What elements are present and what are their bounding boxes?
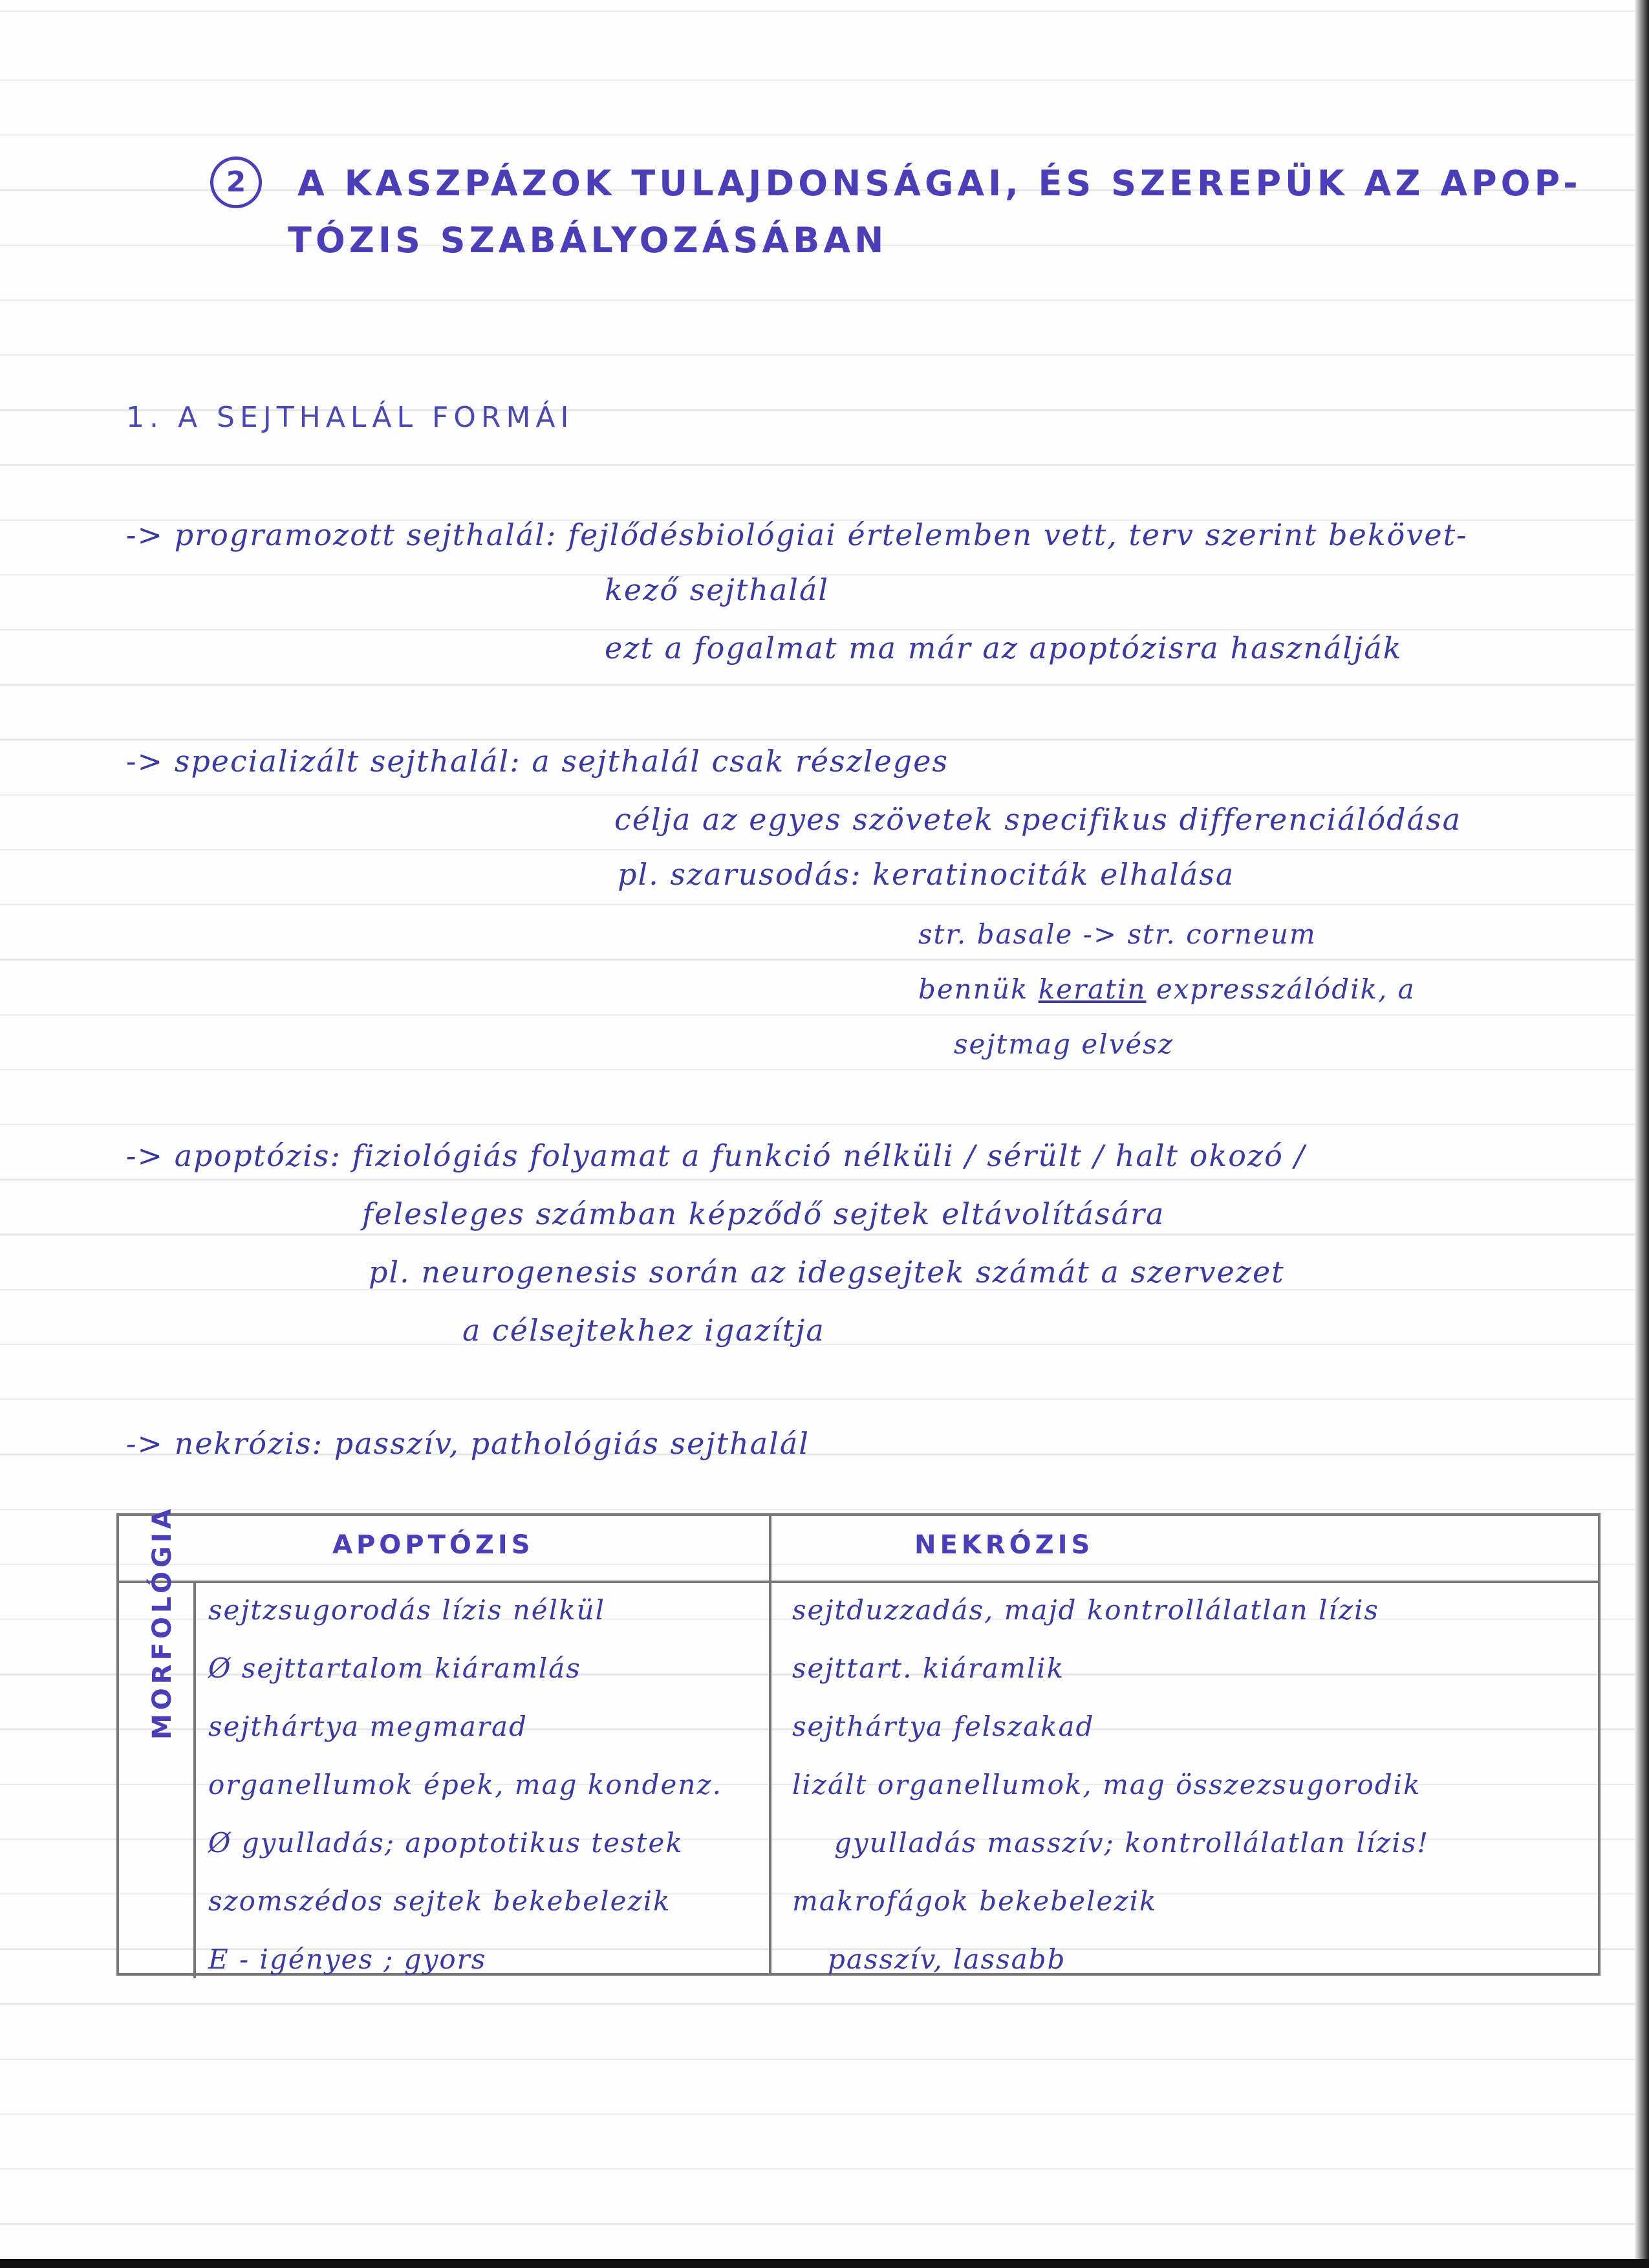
title-number-badge: 2 — [210, 157, 262, 208]
page-bottom-edge — [0, 2259, 1649, 2268]
section-heading: 1. A SEJTHALÁL FORMÁI — [126, 401, 574, 434]
specializalt-line-4: str. basale -> str. corneum — [918, 918, 1317, 950]
nekrozis-line-1: -> nekrózis: passzív, pathológiás sejthalál — [126, 1426, 810, 1461]
specializalt-line-2: célja az egyes szövetek specifikus differenciálódása — [614, 802, 1462, 837]
table-row-right: sejthártya felszakad — [792, 1711, 1095, 1742]
table-row-right: sejttart. kiáramlik — [792, 1652, 1065, 1684]
specializalt-line-5-part-a: bennük — [918, 973, 1039, 1005]
table-row-right: lizált organellumok, mag összezsugorodik — [792, 1769, 1421, 1800]
table-row-left: szomszédos sejtek bekebelezik — [208, 1885, 671, 1917]
apoptozis-line-2: felesleges számban képződő sejtek eltávolítására — [362, 1196, 1165, 1231]
table-row-left: sejtzsugorodás lízis nélkül — [208, 1594, 606, 1626]
table-row-right: sejtduzzadás, majd kontrollálatlan lízis — [792, 1594, 1379, 1626]
specializalt-line-3: pl. szarusodás: keratinociták elhalása — [618, 857, 1235, 892]
specializalt-line-6: sejtmag elvész — [954, 1028, 1174, 1060]
table-side-label: MORFOLÓGIA — [147, 1505, 177, 1740]
table-row-left: organellumok épek, mag kondenz. — [208, 1769, 722, 1800]
table-header-divider — [119, 1581, 1598, 1583]
apoptozis-line-3: pl. neurogenesis során az idegsejtek számát a szervezet — [369, 1255, 1285, 1290]
programozott-line-2: kező sejthalál — [605, 572, 830, 607]
programozott-line-3: ezt a fogalmat ma már az apoptózisra használják — [605, 631, 1403, 665]
apoptozis-line-4: a célsejtekhez igazítja — [462, 1313, 825, 1348]
page-edge-shadow — [1635, 0, 1649, 2268]
table-row-right: gyulladás masszív; kontrollálatlan lízis! — [834, 1827, 1430, 1859]
table-row-left: Ø gyulladás; apoptotikus testek — [208, 1827, 684, 1859]
table-header-apoptozis: APOPTÓZIS — [332, 1530, 534, 1560]
table-row-right: passzív, lassabb — [828, 1943, 1066, 1975]
table-row-left: sejthártya megmarad — [208, 1711, 528, 1742]
table-column-divider — [769, 1516, 771, 1973]
apoptozis-line-1: -> apoptózis: fiziológiás folyamat a funkció nélküli / sérült / halt okozó / — [126, 1138, 1306, 1173]
specializalt-line-5-part-c: expresszálódik, a — [1146, 973, 1416, 1005]
title-line-2: TÓZIS SZABÁLYOZÁSÁBAN — [288, 220, 888, 261]
title-line-1: A KASZPÁZOK TULAJDONSÁGAI, ÉS SZEREPÜK AZ APOP- — [297, 163, 1582, 204]
specializalt-line-5 — [918, 973, 1416, 1005]
table-header-nekrozis: NEKRÓZIS — [914, 1530, 1094, 1560]
table-row-left: Ø sejttartalom kiáramlás — [208, 1652, 581, 1684]
specializalt-line-1: -> specializált sejthalál: a sejthalál csak részleges — [126, 744, 949, 779]
keratin-underlined: keratin — [1038, 973, 1147, 1005]
table-row-right: makrofágok bekebelezik — [792, 1885, 1158, 1917]
programozott-line-1: -> programozott sejthalál: fejlődésbiológiai értelemben vett, terv szerint bekövet- — [126, 517, 1468, 552]
table-row-left: E - igényes ; gyors — [208, 1943, 487, 1975]
table-side-divider — [193, 1581, 196, 1978]
